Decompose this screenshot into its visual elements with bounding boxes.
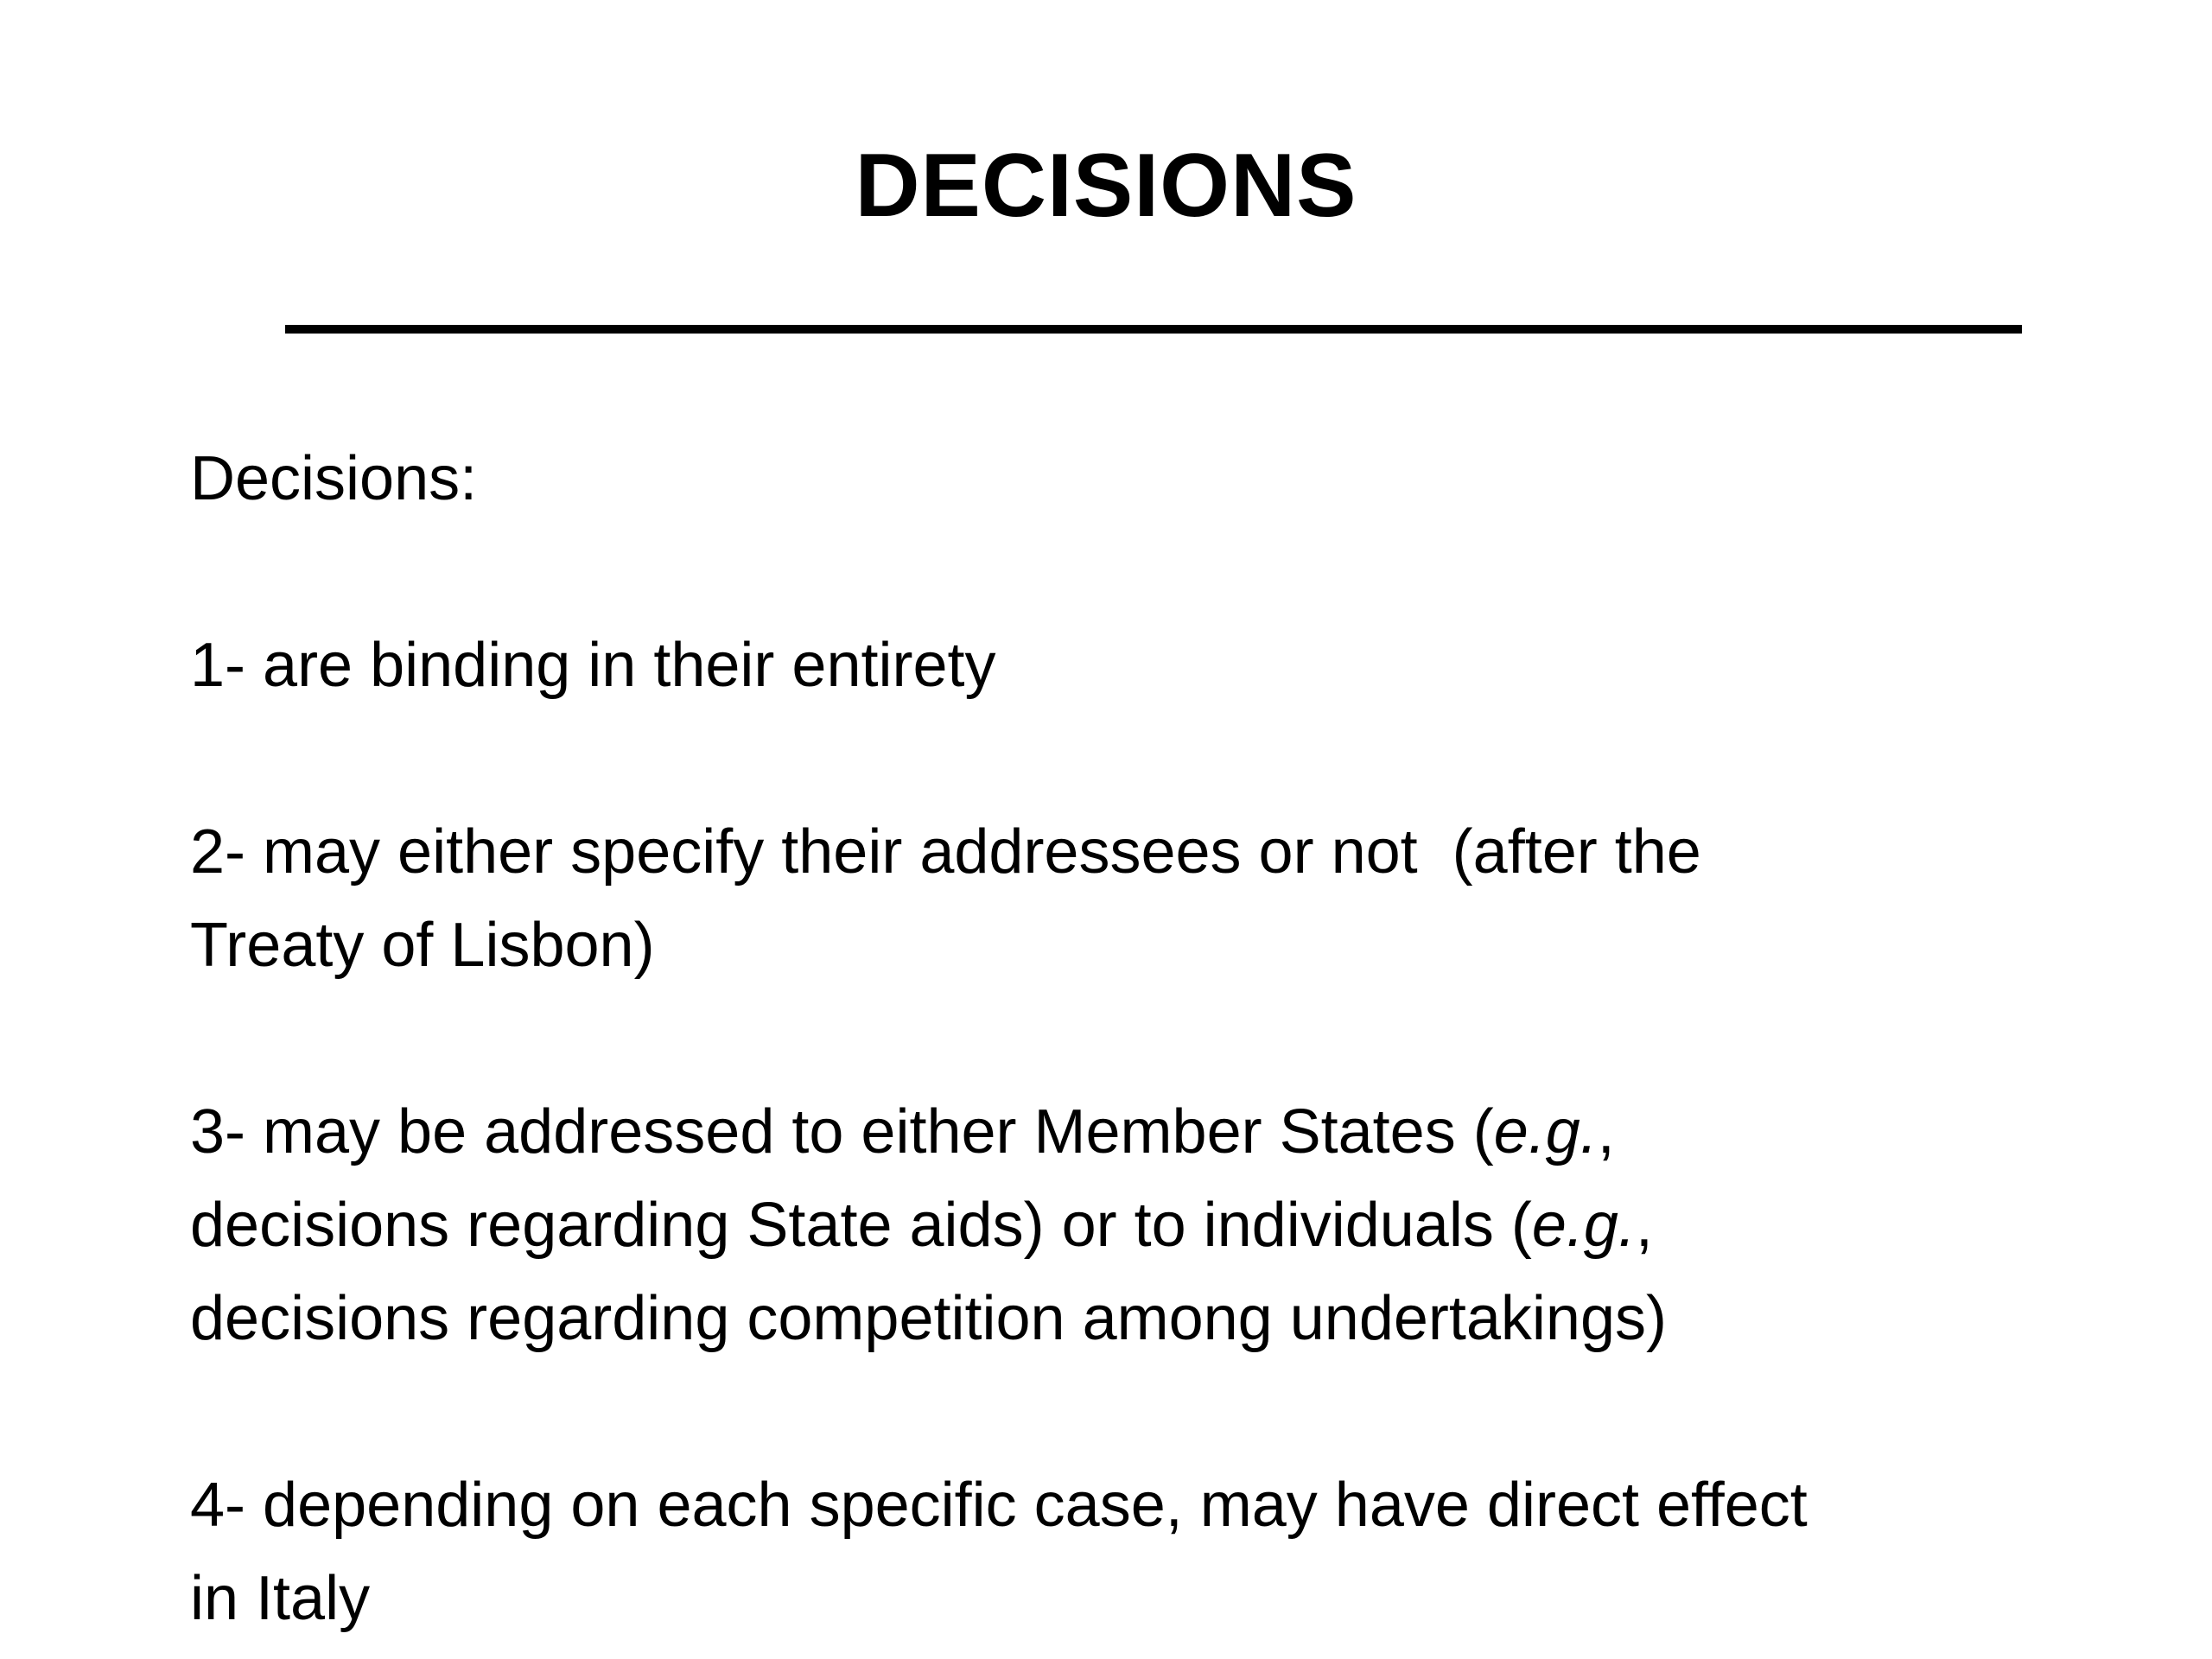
slide-body xyxy=(190,432,2126,1645)
list-item-4-line-2: in Italy xyxy=(190,1564,371,1633)
list-item-3-eg-2: e.g. xyxy=(1531,1191,1636,1260)
list-item-1-line-1: 1- are binding in their entirety xyxy=(190,631,996,700)
list-item-3-line-1b: , xyxy=(1597,1097,1615,1166)
list-item-3-line-2b: , xyxy=(1635,1191,1653,1260)
list-item-3-line-1a: 3- may be addressed to either Member States ( xyxy=(190,1097,1494,1166)
list-item-3-eg-1: e.g. xyxy=(1493,1097,1598,1166)
intro-text: Decisions: xyxy=(190,444,478,513)
list-item-3 xyxy=(190,1085,2126,1365)
list-item-4-line-1: 4- depending on each specific case, may have direct effect xyxy=(190,1471,1808,1540)
slide-title: DECISIONS xyxy=(855,136,1357,236)
title-underline xyxy=(285,325,2022,334)
list-item-2-line-2: Treaty of Lisbon) xyxy=(190,911,655,980)
list-item-3-line-3: decisions regarding competition among undertakings) xyxy=(190,1284,1667,1353)
list-item-1 xyxy=(190,619,2126,712)
list-item-2 xyxy=(190,805,2126,992)
list-item-3-line-2a: decisions regarding State aids) or to individuals ( xyxy=(190,1191,1532,1260)
list-item-2-line-1: 2- may either specify their addressees or not (after the xyxy=(190,817,1701,887)
list-item-4 xyxy=(190,1459,2126,1645)
